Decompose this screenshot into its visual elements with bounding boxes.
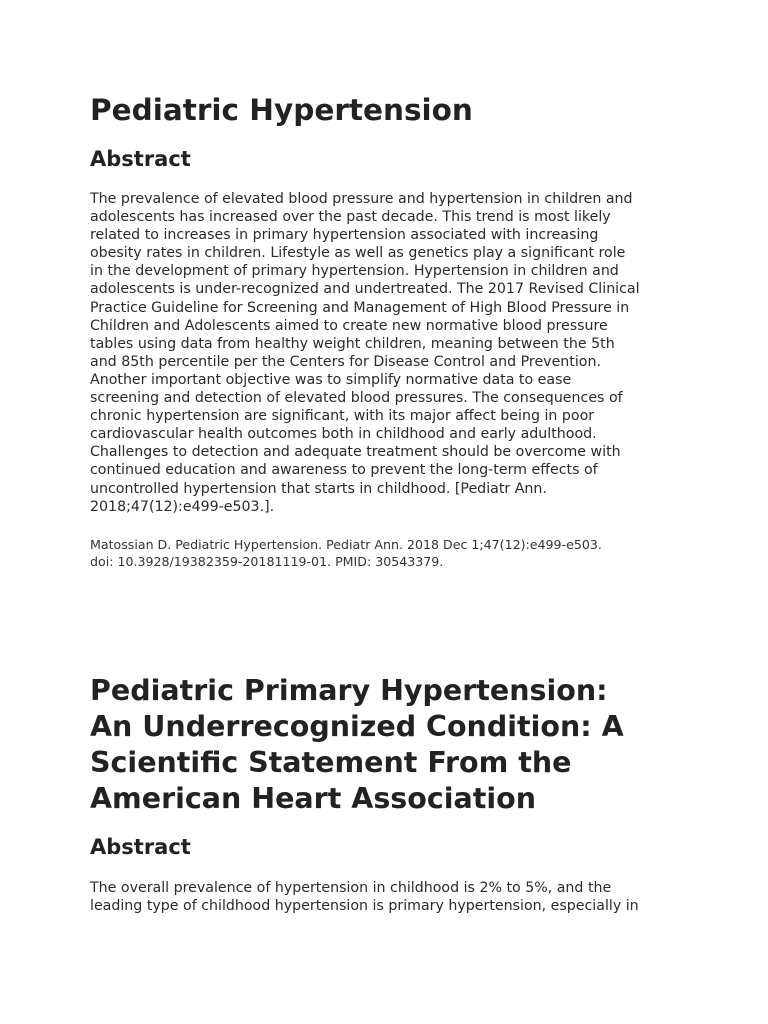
article-pediatric-hypertension — [90, 91, 685, 570]
abstract-heading: Abstract — [90, 147, 191, 171]
article-title: Pediatric Primary Hypertension: An Underrecognized Condition: A Scientific Statement From the American Heart Association — [90, 674, 624, 815]
citation-text: Matossian D. Pediatric Hypertension. Pediatr Ann. 2018 Dec 1;47(12):e499-e503. doi: 10.3928/19382359-20181119-01. PMID: 30543379. — [90, 536, 602, 569]
abstract-text: The overall prevalence of hypertension in childhood is 2% to 5%, and the leading type of childhood hypertension is primary hypertension, especially in — [90, 880, 639, 915]
article-title: Pediatric Hypertension — [90, 93, 473, 127]
abstract-heading: Abstract — [90, 835, 191, 859]
article-pediatric-primary-hypertension — [90, 673, 685, 915]
abstract-text: The prevalence of elevated blood pressure and hypertension in children and adolescents has increased over the past decade. This trend is most likely related to increases in primary hypertension associated with increasing obesity rates in children. Lifestyle as well as genetics play a significant role in the development of primary hypertension. Hypertension in children and adolescents is under-recognized and undertreated. The 2017 Revised Clinical Practice Guideline for Screening and Management of High Blood Pressure in Children and Adolescents aimed to create new normative blood pressure tables using data from healthy weight children, meaning between the 5th and 85th percentile per the Centers for Disease Control and Prevention. Another important objective was to simplify normative data to ease screening and detection of elevated blood pressures. The consequences of chronic hypertension are significant, with its major affect being in poor cardiovascular health outcomes both in childhood and early adulthood. Challenges to detection and adequate treatment should be overcome with continued education and awareness to prevent the long-term effects of uncontrolled hypertension that starts in childhood. [Pediatr Ann. 2018;47(12):e499-e503.]. — [90, 191, 640, 515]
